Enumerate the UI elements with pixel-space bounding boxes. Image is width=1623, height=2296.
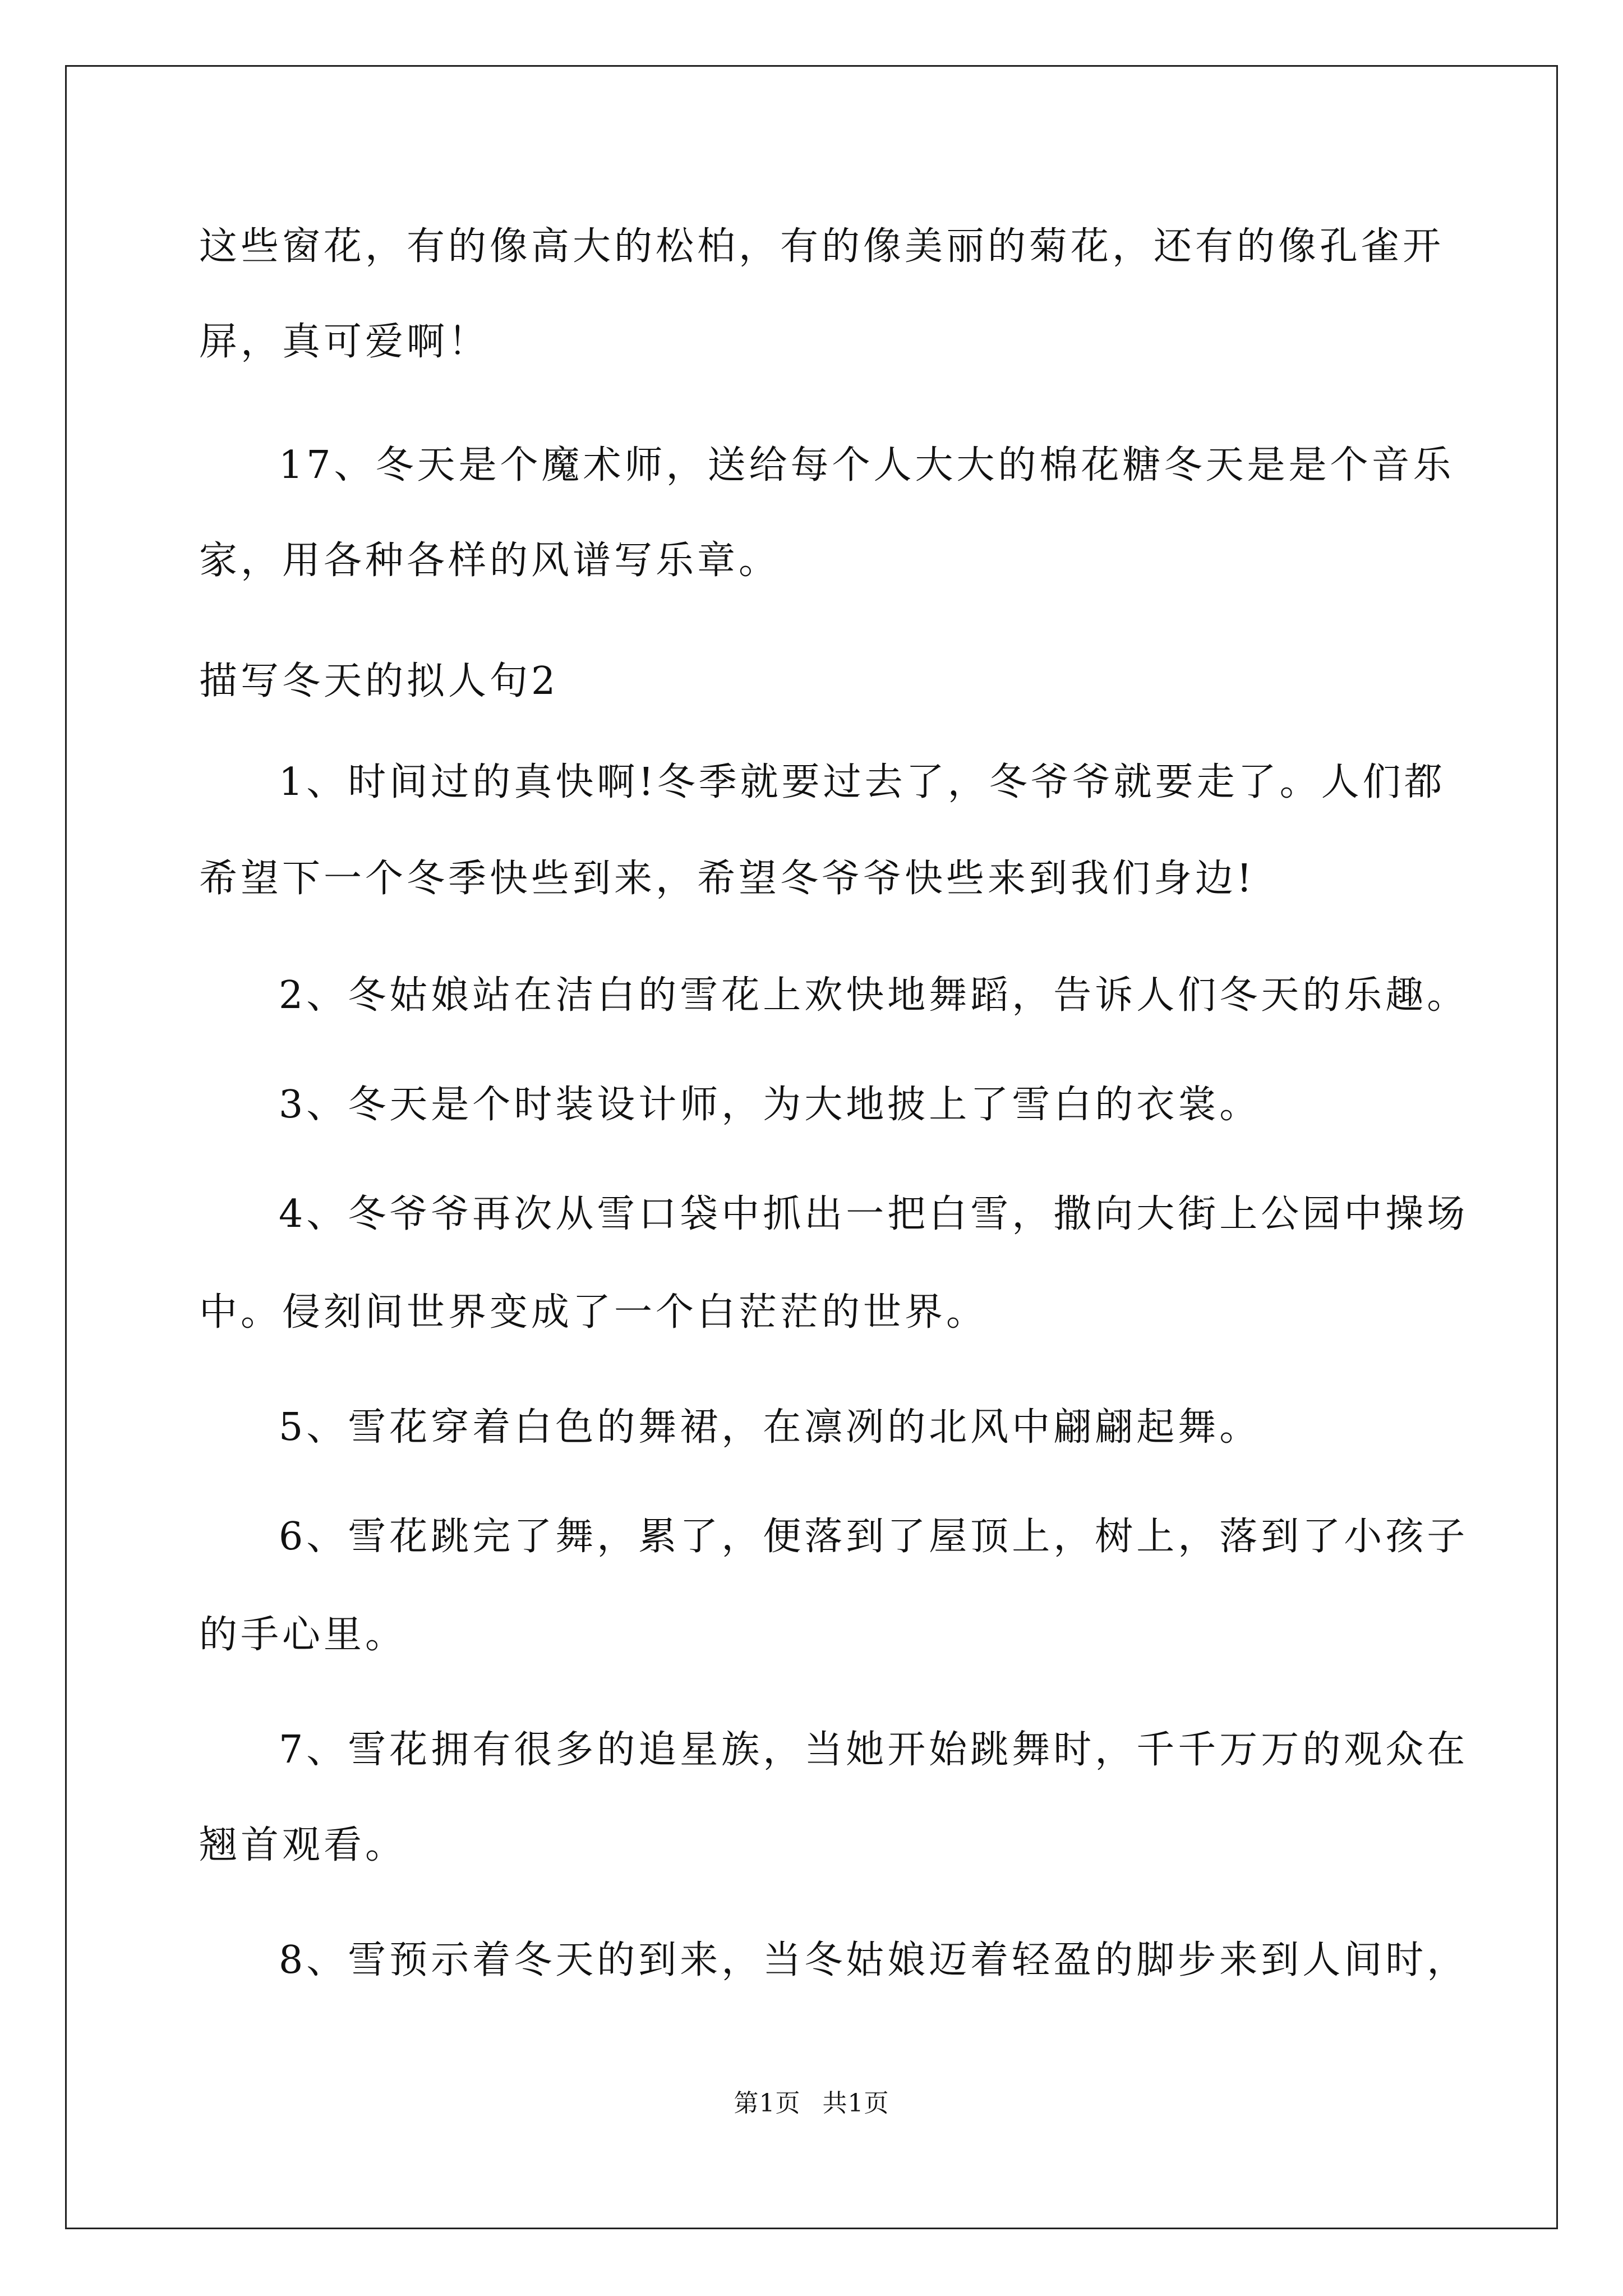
page-number: 第1页 [734,2089,801,2118]
paragraph-line-2: 屏，真可爱啊！ [199,320,490,364]
paragraph-line-9: 3、冬天是个时装设计师，为大地披上了雪白的衣裳。 [279,1083,1261,1127]
page-total: 共1页 [822,2089,889,2118]
page-footer [0,2087,1623,2120]
paragraph-line-17: 8、雪预示着冬天的到来，当冬姑娘迈着轻盈的脚步来到人间时， [279,1938,1469,1982]
paragraph-line-15: 7、雪花拥有很多的追星族，当她开始跳舞时，千千万万的观众在 [279,1728,1469,1772]
paragraph-line-1: 这些窗花，有的像高大的松柏，有的像美丽的菊花，还有的像孔雀开 [199,224,1445,269]
paragraph-line-6: 1、时间过的真快啊!冬季就要过去了，冬爷爷就要走了。人们都 [279,760,1446,804]
paragraph-line-14: 的手心里。 [199,1613,407,1657]
page-border [65,65,1558,2229]
paragraph-line-16: 翘首观看。 [199,1823,407,1867]
paragraph-line-11: 中。侵刻间世界变成了一个白茫茫的世界。 [199,1290,988,1335]
paragraph-line-7: 希望下一个冬季快些到来，希望冬爷爷快些来到我们身边! [199,857,1256,901]
paragraph-line-8: 2、冬姑娘站在洁白的雪花上欢快地舞蹈，告诉人们冬天的乐趣。 [279,973,1469,1018]
paragraph-line-13: 6、雪花跳完了舞，累了，便落到了屋顶上，树上，落到了小孩子 [279,1515,1469,1559]
paragraph-line-12: 5、雪花穿着白色的舞裙，在凛冽的北风中翩翩起舞。 [279,1405,1261,1450]
paragraph-line-4: 家，用各种各样的风谱写乐章。 [199,539,781,583]
paragraph-line-10: 4、冬爷爷再次从雪口袋中抓出一把白雪，撒向大街上公园中操场 [279,1192,1469,1236]
section-heading: 描写冬天的拟人句2 [199,659,559,703]
paragraph-line-3: 17、冬天是个魔术师，送给每个人大大的棉花糖冬天是是个音乐 [279,443,1455,487]
